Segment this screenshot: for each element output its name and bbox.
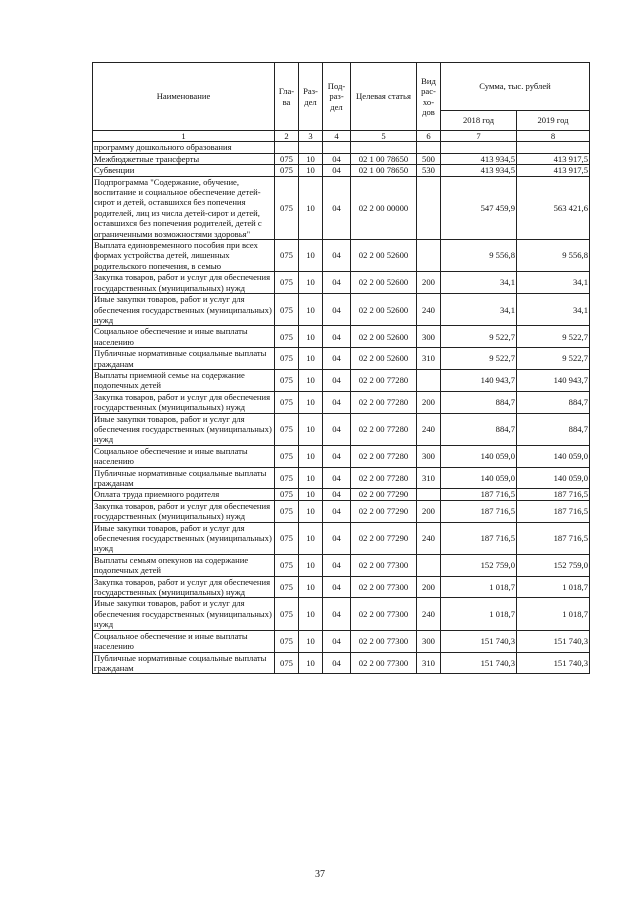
row-podrazdel: 04 (323, 576, 351, 598)
column-number: 2 (275, 131, 299, 142)
table-row (93, 500, 590, 522)
row-target: 02 2 00 77300 (351, 554, 417, 576)
table-row (93, 413, 590, 445)
row-amount-2019: 151 740,3 (517, 652, 590, 674)
row-razdel: 10 (299, 445, 323, 467)
row-amount-2019: 152 759,0 (517, 554, 590, 576)
row-vid: 200 (417, 576, 441, 598)
row-amount-2018: 151 740,3 (441, 630, 517, 652)
row-vid (417, 176, 441, 239)
row-amount-2019: 140 059,0 (517, 445, 590, 467)
row-podrazdel: 04 (323, 598, 351, 630)
table-row (93, 348, 590, 370)
row-vid: 200 (417, 500, 441, 522)
row-glava: 075 (275, 522, 299, 554)
row-amount-2019: 151 740,3 (517, 630, 590, 652)
row-target: 02 2 00 77290 (351, 500, 417, 522)
row-amount-2019: 140 059,0 (517, 467, 590, 489)
row-glava: 075 (275, 176, 299, 239)
row-podrazdel: 04 (323, 630, 351, 652)
row-target: 02 1 00 78650 (351, 153, 417, 164)
row-razdel: 10 (299, 522, 323, 554)
row-razdel: 10 (299, 240, 323, 272)
row-razdel: 10 (299, 176, 323, 239)
header-target: Целевая статья (351, 63, 417, 131)
row-name: Межбюджетные трансферты (93, 153, 275, 164)
row-razdel: 10 (299, 576, 323, 598)
budget-table (92, 62, 590, 674)
row-amount-2019: 563 421,6 (517, 176, 590, 239)
table-row (93, 272, 590, 294)
column-number: 4 (323, 131, 351, 142)
row-name: Субвенции (93, 165, 275, 176)
row-podrazdel: 04 (323, 153, 351, 164)
row-glava: 075 (275, 294, 299, 326)
row-vid (417, 240, 441, 272)
row-glava: 075 (275, 652, 299, 674)
row-razdel: 10 (299, 153, 323, 164)
header-podrazdel: Под-раз-дел (323, 63, 351, 131)
row-target: 02 2 00 77290 (351, 522, 417, 554)
table-row (93, 467, 590, 489)
page-number: 37 (315, 869, 325, 880)
row-vid: 310 (417, 467, 441, 489)
row-amount-2018: 9 556,8 (441, 240, 517, 272)
row-amount-2019: 187 716,5 (517, 500, 590, 522)
table-row (93, 445, 590, 467)
header-name: Наименование (93, 63, 275, 131)
row-amount-2018: 1 018,7 (441, 576, 517, 598)
row-target: 02 2 00 52600 (351, 326, 417, 348)
table-row (93, 369, 590, 391)
row-amount-2018: 151 740,3 (441, 652, 517, 674)
row-amount-2019: 413 917,5 (517, 165, 590, 176)
row-podrazdel: 04 (323, 176, 351, 239)
row-podrazdel: 04 (323, 522, 351, 554)
row-glava: 075 (275, 467, 299, 489)
row-podrazdel: 04 (323, 240, 351, 272)
row-name: Иные закупки товаров, работ и услуг для обеспечения государственных (муниципальных) нужд (93, 294, 275, 326)
table-row (93, 652, 590, 674)
row-name: Закупка товаров, работ и услуг для обеспечения государственных (муниципальных) нужд (93, 391, 275, 413)
row-glava (275, 142, 299, 153)
row-amount-2018: 140 943,7 (441, 369, 517, 391)
row-razdel: 10 (299, 391, 323, 413)
row-razdel: 10 (299, 467, 323, 489)
row-amount-2019: 187 716,5 (517, 489, 590, 500)
row-amount-2018: 413 934,5 (441, 153, 517, 164)
table-row (93, 576, 590, 598)
table-row (93, 598, 590, 630)
row-name: Социальное обеспечение и иные выплаты населению (93, 630, 275, 652)
row-razdel: 10 (299, 165, 323, 176)
row-podrazdel: 04 (323, 554, 351, 576)
table-row (93, 522, 590, 554)
row-amount-2018 (441, 142, 517, 153)
table-body (93, 142, 590, 674)
row-amount-2019: 34,1 (517, 294, 590, 326)
row-target: 02 1 00 78650 (351, 165, 417, 176)
row-amount-2018: 187 716,5 (441, 489, 517, 500)
row-name: Публичные нормативные социальные выплаты гражданам (93, 348, 275, 370)
row-name: Иные закупки товаров, работ и услуг для обеспечения государственных (муниципальных) нужд (93, 598, 275, 630)
row-target: 02 2 00 77280 (351, 467, 417, 489)
row-name: Подпрограмма "Содержание, обучение, воспитание и социальное обеспечение детей-сирот и детей, оставшихся без попечения родителей, лиц из числа детей-сирот и детей, оставшихся без попечения родителей, детей с ограниченными возможностями здоровья" (93, 176, 275, 239)
row-vid: 240 (417, 522, 441, 554)
row-name: Закупка товаров, работ и услуг для обеспечения государственных (муниципальных) нужд (93, 500, 275, 522)
row-razdel (299, 142, 323, 153)
row-target: 02 2 00 77300 (351, 576, 417, 598)
row-vid (417, 142, 441, 153)
row-podrazdel: 04 (323, 294, 351, 326)
row-amount-2019: 1 018,7 (517, 598, 590, 630)
column-number: 7 (441, 131, 517, 142)
row-target: 02 2 00 77280 (351, 369, 417, 391)
row-vid: 530 (417, 165, 441, 176)
header-year-2018: 2018 год (441, 111, 517, 131)
row-razdel: 10 (299, 489, 323, 500)
row-amount-2018: 9 522,7 (441, 326, 517, 348)
row-vid: 300 (417, 630, 441, 652)
row-amount-2018: 140 059,0 (441, 445, 517, 467)
row-vid (417, 554, 441, 576)
table-row (93, 176, 590, 239)
row-target: 02 2 00 77280 (351, 445, 417, 467)
row-target: 02 2 00 77290 (351, 489, 417, 500)
row-amount-2018: 884,7 (441, 391, 517, 413)
row-vid: 240 (417, 294, 441, 326)
row-target: 02 2 00 52600 (351, 240, 417, 272)
row-name: Закупка товаров, работ и услуг для обеспечения государственных (муниципальных) нужд (93, 576, 275, 598)
row-glava: 075 (275, 272, 299, 294)
row-target (351, 142, 417, 153)
row-vid: 240 (417, 413, 441, 445)
row-amount-2019 (517, 142, 590, 153)
header-glava: Гла-ва (275, 63, 299, 131)
row-target: 02 2 00 77280 (351, 391, 417, 413)
row-glava: 075 (275, 500, 299, 522)
table-row (93, 326, 590, 348)
row-glava: 075 (275, 153, 299, 164)
row-podrazdel: 04 (323, 391, 351, 413)
row-glava: 075 (275, 554, 299, 576)
row-amount-2019: 413 917,5 (517, 153, 590, 164)
row-podrazdel: 04 (323, 652, 351, 674)
row-vid (417, 369, 441, 391)
row-razdel: 10 (299, 630, 323, 652)
row-vid: 300 (417, 445, 441, 467)
row-amount-2018: 187 716,5 (441, 522, 517, 554)
row-vid: 310 (417, 652, 441, 674)
row-razdel: 10 (299, 348, 323, 370)
row-razdel: 10 (299, 598, 323, 630)
row-glava: 075 (275, 445, 299, 467)
row-glava: 075 (275, 240, 299, 272)
row-name: Выплата единовременного пособия при всех формах устройства детей, лишенных родительского попечения, в семью (93, 240, 275, 272)
row-target: 02 2 00 52600 (351, 348, 417, 370)
row-razdel: 10 (299, 294, 323, 326)
row-podrazdel: 04 (323, 165, 351, 176)
row-amount-2018: 884,7 (441, 413, 517, 445)
row-target: 02 2 00 52600 (351, 294, 417, 326)
row-amount-2018: 187 716,5 (441, 500, 517, 522)
row-amount-2018: 34,1 (441, 294, 517, 326)
row-target: 02 2 00 77300 (351, 598, 417, 630)
row-amount-2019: 9 556,8 (517, 240, 590, 272)
header-vid: Вид рас-хо-дов (417, 63, 441, 131)
row-razdel: 10 (299, 326, 323, 348)
table-row (93, 153, 590, 164)
row-podrazdel: 04 (323, 369, 351, 391)
column-number: 6 (417, 131, 441, 142)
row-glava: 075 (275, 348, 299, 370)
row-razdel: 10 (299, 554, 323, 576)
row-name: Социальное обеспечение и иные выплаты населению (93, 445, 275, 467)
row-amount-2019: 884,7 (517, 391, 590, 413)
row-amount-2019: 9 522,7 (517, 348, 590, 370)
row-name: Публичные нормативные социальные выплаты гражданам (93, 652, 275, 674)
row-amount-2018: 152 759,0 (441, 554, 517, 576)
row-amount-2018: 9 522,7 (441, 348, 517, 370)
row-razdel: 10 (299, 652, 323, 674)
row-vid (417, 489, 441, 500)
column-number: 8 (517, 131, 590, 142)
table-row (93, 489, 590, 500)
row-target: 02 2 00 77300 (351, 630, 417, 652)
row-glava: 075 (275, 391, 299, 413)
row-glava: 075 (275, 630, 299, 652)
table-row (93, 240, 590, 272)
column-number: 1 (93, 131, 275, 142)
row-razdel: 10 (299, 369, 323, 391)
row-glava: 075 (275, 489, 299, 500)
row-amount-2019: 187 716,5 (517, 522, 590, 554)
row-podrazdel: 04 (323, 445, 351, 467)
row-amount-2019: 884,7 (517, 413, 590, 445)
row-glava: 075 (275, 598, 299, 630)
table-row (93, 391, 590, 413)
row-razdel: 10 (299, 413, 323, 445)
row-podrazdel: 04 (323, 467, 351, 489)
row-podrazdel: 04 (323, 489, 351, 500)
row-amount-2018: 547 459,9 (441, 176, 517, 239)
row-name: Публичные нормативные социальные выплаты гражданам (93, 467, 275, 489)
column-numbers-row (93, 131, 590, 142)
row-amount-2018: 140 059,0 (441, 467, 517, 489)
row-amount-2018: 413 934,5 (441, 165, 517, 176)
row-vid: 300 (417, 326, 441, 348)
row-amount-2019: 1 018,7 (517, 576, 590, 598)
row-name: Иные закупки товаров, работ и услуг для обеспечения государственных (муниципальных) нужд (93, 413, 275, 445)
header-sum: Сумма, тыс. рублей (441, 63, 590, 111)
row-razdel: 10 (299, 500, 323, 522)
column-number: 5 (351, 131, 417, 142)
table-row (93, 554, 590, 576)
header-year-2019: 2019 год (517, 111, 590, 131)
column-number: 3 (299, 131, 323, 142)
row-target: 02 2 00 52600 (351, 272, 417, 294)
row-vid: 200 (417, 272, 441, 294)
row-vid: 500 (417, 153, 441, 164)
row-podrazdel (323, 142, 351, 153)
row-amount-2019: 9 522,7 (517, 326, 590, 348)
row-glava: 075 (275, 369, 299, 391)
row-name: Закупка товаров, работ и услуг для обеспечения государственных (муниципальных) нужд (93, 272, 275, 294)
row-razdel: 10 (299, 272, 323, 294)
row-name: Выплаты приемной семье на содержание подопечных детей (93, 369, 275, 391)
row-name: Оплата труда приемного родителя (93, 489, 275, 500)
row-name: Выплаты семьям опекунов на содержание подопечных детей (93, 554, 275, 576)
row-target: 02 2 00 77280 (351, 413, 417, 445)
row-target: 02 2 00 77300 (351, 652, 417, 674)
table-row (93, 294, 590, 326)
row-glava: 075 (275, 326, 299, 348)
row-podrazdel: 04 (323, 413, 351, 445)
row-vid: 310 (417, 348, 441, 370)
row-podrazdel: 04 (323, 326, 351, 348)
row-glava: 075 (275, 165, 299, 176)
row-podrazdel: 04 (323, 348, 351, 370)
row-name: Социальное обеспечение и иные выплаты населению (93, 326, 275, 348)
row-podrazdel: 04 (323, 500, 351, 522)
table-row (93, 165, 590, 176)
table-row (93, 142, 590, 153)
row-glava: 075 (275, 576, 299, 598)
row-amount-2018: 34,1 (441, 272, 517, 294)
row-amount-2018: 1 018,7 (441, 598, 517, 630)
table-row (93, 630, 590, 652)
row-name: программу дошкольного образования (93, 142, 275, 153)
row-name: Иные закупки товаров, работ и услуг для обеспечения государственных (муниципальных) нужд (93, 522, 275, 554)
row-vid: 240 (417, 598, 441, 630)
row-glava: 075 (275, 413, 299, 445)
row-target: 02 2 00 00000 (351, 176, 417, 239)
row-amount-2019: 140 943,7 (517, 369, 590, 391)
row-podrazdel: 04 (323, 272, 351, 294)
row-amount-2019: 34,1 (517, 272, 590, 294)
row-vid: 200 (417, 391, 441, 413)
header-razdel: Раз-дел (299, 63, 323, 131)
